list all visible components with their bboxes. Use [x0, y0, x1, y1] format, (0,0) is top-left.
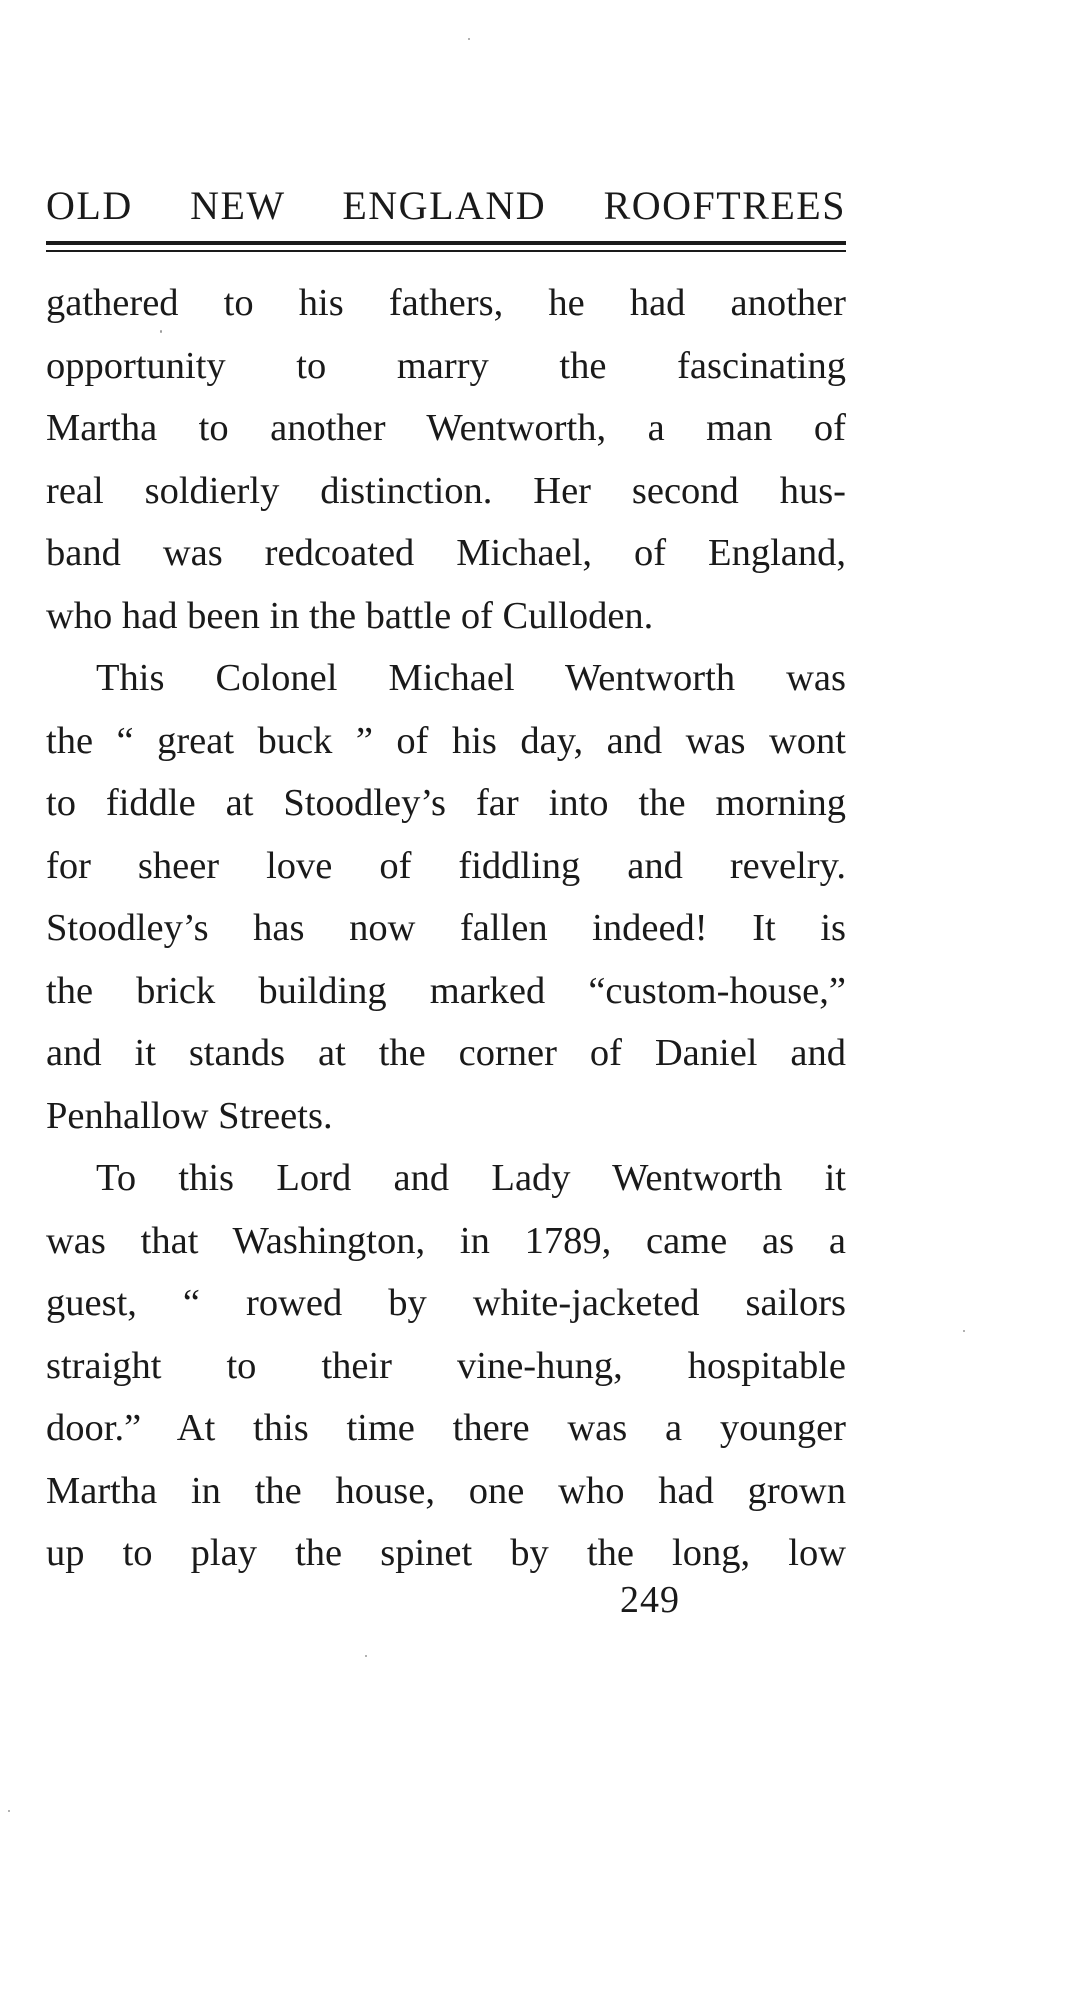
body-text	[46, 272, 846, 1585]
header-rule-thick	[46, 241, 846, 245]
text-line: Penhallow Streets.	[46, 1094, 333, 1137]
text-line: Martha in the house, one who had grown	[46, 1469, 846, 1512]
text-line: the brick building marked “custom-house,”	[46, 969, 846, 1012]
text-line: Martha to another Wentworth, a man of	[46, 407, 846, 449]
text-line: to fiddle at Stoodley’s far into the morning	[46, 782, 846, 824]
paper-speck	[365, 1655, 367, 1657]
paragraph	[46, 272, 846, 647]
text-line: door.” At this time there was a younger	[46, 1407, 846, 1449]
text-line: and it stands at the corner of Daniel and	[46, 1032, 846, 1074]
text-line: who had been in the battle of Culloden.	[46, 594, 654, 637]
text-line: band was redcoated Michael, of England,	[46, 532, 846, 574]
running-head: OLD NEW ENGLAND ROOFTREES	[46, 183, 846, 228]
text-line: gathered to his fathers, he had another	[46, 282, 846, 324]
text-line: real soldierly distinction. Her second hus-	[46, 469, 846, 512]
paragraph	[46, 1147, 846, 1585]
paragraph	[46, 647, 846, 1147]
text-line: up to play the spinet by the long, low	[46, 1532, 846, 1574]
text-line: was that Washington, in 1789, came as a	[46, 1219, 846, 1262]
paper-speck	[963, 1330, 965, 1332]
text-line: To this Lord and Lady Wentworth it	[96, 1157, 846, 1199]
text-line: straight to their vine-hung, hospitable	[46, 1344, 846, 1387]
header-rule-thin	[46, 250, 846, 252]
paper-speck	[468, 38, 470, 40]
paper-speck	[160, 330, 162, 333]
page-number: 249	[620, 1579, 680, 1621]
text-line: This Colonel Michael Wentworth was	[96, 657, 846, 699]
text-line: opportunity to marry the fascinating	[46, 344, 846, 387]
paper-speck	[8, 1810, 10, 1812]
text-line: for sheer love of fiddling and revelry.	[46, 844, 846, 887]
text-line: guest, “ rowed by white-jacketed sailors	[46, 1282, 846, 1324]
text-line: Stoodley’s has now fallen indeed! It is	[46, 907, 846, 949]
text-line: the “ great buck ” of his day, and was wont	[46, 719, 846, 762]
